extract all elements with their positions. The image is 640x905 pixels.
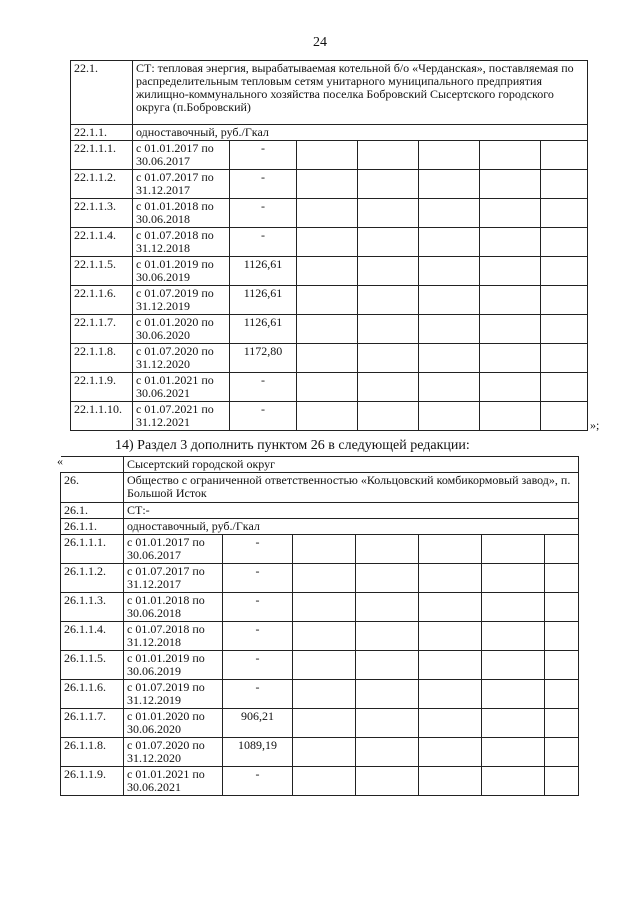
table-row	[61, 564, 579, 593]
table-row	[71, 257, 588, 286]
empty-cell	[419, 257, 480, 286]
row-period: с 01.01.2019 по 30.06.2019	[133, 257, 230, 286]
empty-cell	[545, 593, 579, 622]
empty-cell	[419, 170, 480, 199]
empty-cell	[541, 170, 588, 199]
row-description: одноставочный, руб./Гкал	[133, 125, 588, 141]
tariff-table-22	[70, 60, 588, 431]
row-code: 22.1.1.3.	[71, 199, 133, 228]
empty-cell	[419, 141, 480, 170]
empty-cell	[419, 593, 482, 622]
empty-cell	[419, 564, 482, 593]
table-row	[71, 402, 588, 431]
empty-cell	[356, 767, 419, 796]
table-row	[71, 344, 588, 373]
empty-cell	[482, 535, 545, 564]
row-period: с 01.07.2018 по 31.12.2018	[133, 228, 230, 257]
row-code: 22.1.1.8.	[71, 344, 133, 373]
row-value: -	[223, 622, 293, 651]
row-code: 22.1.1.7.	[71, 315, 133, 344]
empty-cell	[358, 257, 419, 286]
row-value: -	[223, 680, 293, 709]
row-value: 1089,19	[223, 738, 293, 767]
empty-cell	[358, 228, 419, 257]
empty-cell	[358, 373, 419, 402]
row-period: с 01.01.2021 по 30.06.2021	[133, 373, 230, 402]
row-period: с 01.07.2019 по 31.12.2019	[124, 680, 223, 709]
empty-cell	[358, 315, 419, 344]
empty-cell	[545, 564, 579, 593]
empty-cell	[293, 680, 356, 709]
row-code: 26.1.1.9.	[61, 767, 124, 796]
row-code: 22.1.1.5.	[71, 257, 133, 286]
empty-cell	[480, 373, 541, 402]
row-period: с 01.07.2017 по 31.12.2017	[133, 170, 230, 199]
table-row	[61, 738, 579, 767]
row-code: 22.1.1.2.	[71, 170, 133, 199]
empty-cell	[419, 535, 482, 564]
row-code: 26.1.1.3.	[61, 593, 124, 622]
empty-cell	[419, 228, 480, 257]
region-name: Сысертский городской округ	[124, 457, 579, 473]
empty-cell	[482, 593, 545, 622]
empty-cell	[482, 767, 545, 796]
row-value: 1126,61	[230, 257, 297, 286]
row-period: с 01.07.2021 по 31.12.2021	[133, 402, 230, 431]
row-description: Общество с ограниченной ответственностью «Кольцовский комбикормовый завод», п. Большой Исток	[124, 473, 579, 503]
row-value: -	[223, 651, 293, 680]
table-row	[61, 651, 579, 680]
empty-cell	[358, 402, 419, 431]
row-value: -	[230, 170, 297, 199]
row-code: 22.1.1.4.	[71, 228, 133, 257]
empty-cell	[358, 286, 419, 315]
row-period: с 01.07.2018 по 31.12.2018	[124, 622, 223, 651]
row-value: -	[230, 141, 297, 170]
row-code: 22.1.1.10.	[71, 402, 133, 431]
table-row	[61, 535, 579, 564]
table-subheader-row	[71, 125, 588, 141]
empty-cell	[297, 141, 358, 170]
table-subheader-row	[61, 519, 579, 535]
row-value: -	[230, 228, 297, 257]
empty-cell	[419, 344, 480, 373]
table-row	[61, 767, 579, 796]
empty-cell	[297, 315, 358, 344]
row-code: 26.1.1.4.	[61, 622, 124, 651]
empty-cell	[356, 738, 419, 767]
row-period: с 01.01.2017 по 30.06.2017	[133, 141, 230, 170]
row-code: 26.1.1.8.	[61, 738, 124, 767]
empty-cell	[297, 373, 358, 402]
empty-cell	[297, 344, 358, 373]
page-number: 24	[313, 35, 327, 50]
table-row	[61, 593, 579, 622]
empty-cell	[293, 709, 356, 738]
empty-cell	[297, 228, 358, 257]
row-code: 26.1.	[61, 503, 124, 519]
empty-cell	[541, 344, 588, 373]
row-period: с 01.01.2020 по 30.06.2020	[133, 315, 230, 344]
row-code: 26.1.1.	[61, 519, 124, 535]
row-value: -	[223, 535, 293, 564]
empty-cell	[541, 199, 588, 228]
empty-cell	[541, 257, 588, 286]
row-code: 26.1.1.2.	[61, 564, 124, 593]
row-value: -	[230, 373, 297, 402]
empty-cell	[541, 286, 588, 315]
empty-cell	[545, 738, 579, 767]
row-period: с 01.07.2017 по 31.12.2017	[124, 564, 223, 593]
row-value: -	[230, 402, 297, 431]
row-value: 1172,80	[230, 344, 297, 373]
empty-cell	[480, 315, 541, 344]
empty-cell	[482, 651, 545, 680]
empty-cell	[480, 286, 541, 315]
empty-cell	[482, 564, 545, 593]
empty-cell	[419, 199, 480, 228]
empty-cell	[545, 767, 579, 796]
table-st-row	[61, 503, 579, 519]
empty-cell	[480, 344, 541, 373]
empty-cell	[482, 709, 545, 738]
empty-cell	[480, 228, 541, 257]
row-value: -	[230, 199, 297, 228]
empty-cell	[293, 593, 356, 622]
empty-cell	[293, 564, 356, 593]
empty-cell	[293, 622, 356, 651]
empty-cell	[297, 199, 358, 228]
closing-quote: »;	[590, 418, 600, 432]
empty-cell	[293, 535, 356, 564]
table-row	[71, 199, 588, 228]
row-description: СТ: тепловая энергия, вырабатываемая котельной б/о «Черданская», поставляемая по распределительным тепловым сетям унитарного муниципального предприятия жилищно-коммунального хозяйства поселка Бобровский Сысертского городского округа (п.Бобровский)	[133, 61, 588, 125]
table-header-row	[71, 61, 588, 125]
row-period: с 01.01.2021 по 30.06.2021	[124, 767, 223, 796]
empty-cell	[545, 709, 579, 738]
empty-cell	[358, 199, 419, 228]
row-code: 22.1.1.	[71, 125, 133, 141]
row-code: 26.1.1.1.	[61, 535, 124, 564]
empty-cell	[419, 315, 480, 344]
empty-cell	[482, 680, 545, 709]
table-row	[71, 315, 588, 344]
table-row	[61, 709, 579, 738]
row-code: 22.1.	[71, 61, 133, 125]
row-period: с 01.01.2018 по 30.06.2018	[124, 593, 223, 622]
empty-cell	[480, 170, 541, 199]
empty-cell	[482, 738, 545, 767]
row-value: 1126,61	[230, 286, 297, 315]
empty-cell	[356, 564, 419, 593]
table-row	[71, 228, 588, 257]
empty-cell	[419, 286, 480, 315]
empty-cell	[358, 170, 419, 199]
row-value: -	[223, 593, 293, 622]
empty-cell	[545, 651, 579, 680]
empty-cell	[541, 315, 588, 344]
empty-cell	[480, 141, 541, 170]
empty-cell	[541, 402, 588, 431]
row-description: СТ:-	[124, 503, 579, 519]
row-period: с 01.07.2020 по 31.12.2020	[133, 344, 230, 373]
empty-cell	[356, 680, 419, 709]
empty-cell	[356, 709, 419, 738]
table-header-row	[61, 473, 579, 503]
empty-cell	[356, 622, 419, 651]
empty-cell	[297, 402, 358, 431]
row-description: одноставочный, руб./Гкал	[124, 519, 579, 535]
table-row	[71, 141, 588, 170]
empty-cell	[480, 257, 541, 286]
table-row	[61, 622, 579, 651]
row-code: 22.1.1.9.	[71, 373, 133, 402]
empty-cell	[545, 535, 579, 564]
table-row	[71, 286, 588, 315]
empty-cell	[297, 286, 358, 315]
row-code: 22.1.1.1.	[71, 141, 133, 170]
instruction-text: 14) Раздел 3 дополнить пунктом 26 в следующей редакции:	[115, 438, 470, 453]
empty-cell	[358, 344, 419, 373]
row-code: 26.	[61, 473, 124, 503]
empty-cell	[293, 738, 356, 767]
row-value: -	[223, 564, 293, 593]
empty-cell	[419, 373, 480, 402]
empty-cell	[297, 257, 358, 286]
empty-cell	[419, 767, 482, 796]
empty-cell	[419, 738, 482, 767]
empty-cell	[480, 199, 541, 228]
empty-cell	[419, 651, 482, 680]
row-period: с 01.07.2019 по 31.12.2019	[133, 286, 230, 315]
row-value: -	[223, 767, 293, 796]
empty-cell	[293, 651, 356, 680]
row-period: с 01.01.2020 по 30.06.2020	[124, 709, 223, 738]
empty-cell	[541, 228, 588, 257]
empty-cell	[356, 651, 419, 680]
row-value: 1126,61	[230, 315, 297, 344]
empty-cell	[358, 141, 419, 170]
opening-quote: «	[57, 454, 63, 468]
row-period: с 01.01.2017 по 30.06.2017	[124, 535, 223, 564]
row-code: 26.1.1.5.	[61, 651, 124, 680]
row-code: 26.1.1.7.	[61, 709, 124, 738]
row-code: 26.1.1.6.	[61, 680, 124, 709]
empty-cell	[541, 373, 588, 402]
empty-cell	[419, 402, 480, 431]
row-period: с 01.01.2019 по 30.06.2019	[124, 651, 223, 680]
table-row	[71, 373, 588, 402]
empty-cell	[419, 680, 482, 709]
table-region-row	[61, 457, 579, 473]
empty-cell	[419, 622, 482, 651]
empty-cell	[293, 767, 356, 796]
row-period: с 01.01.2018 по 30.06.2018	[133, 199, 230, 228]
table-row	[61, 680, 579, 709]
empty-cell	[297, 170, 358, 199]
empty-cell	[419, 709, 482, 738]
empty-cell	[356, 593, 419, 622]
empty-cell	[541, 141, 588, 170]
tariff-table-26	[60, 456, 579, 796]
row-code: 22.1.1.6.	[71, 286, 133, 315]
empty-cell	[480, 402, 541, 431]
table-row	[71, 170, 588, 199]
empty-cell	[482, 622, 545, 651]
row-period: с 01.07.2020 по 31.12.2020	[124, 738, 223, 767]
empty-cell	[545, 622, 579, 651]
row-value: 906,21	[223, 709, 293, 738]
empty-cell	[356, 535, 419, 564]
empty-cell	[545, 680, 579, 709]
